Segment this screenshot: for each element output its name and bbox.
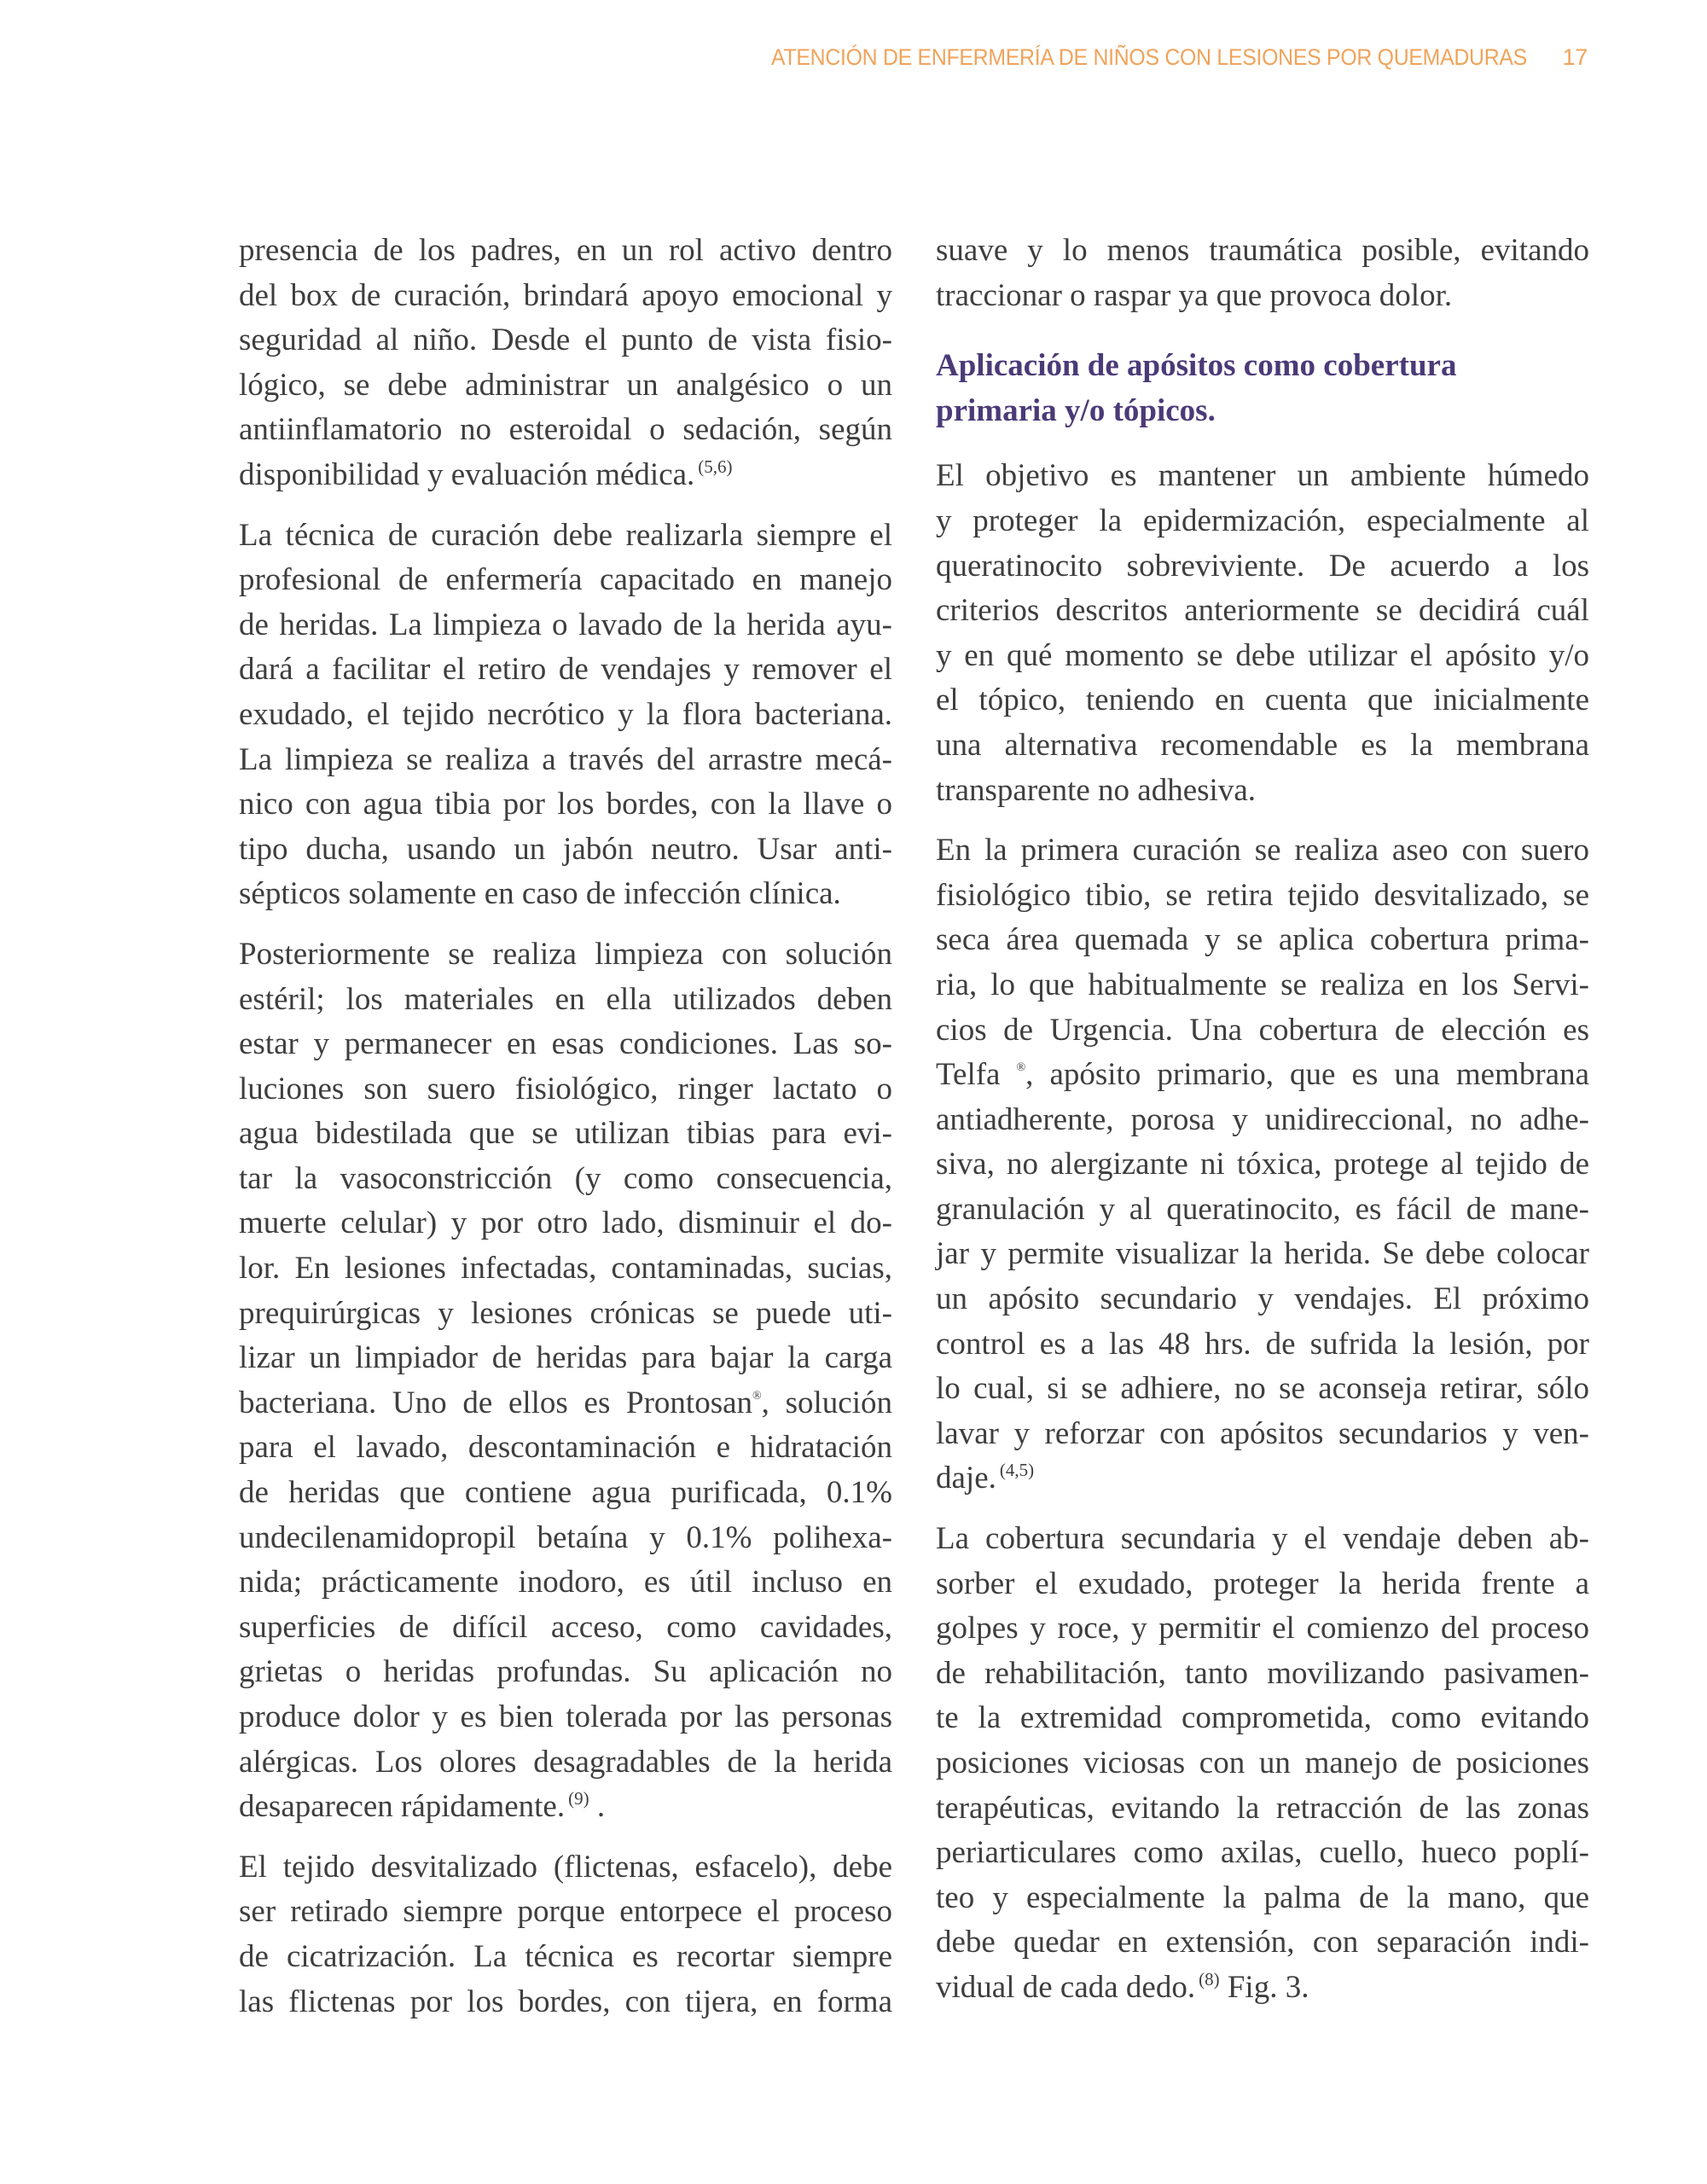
text-line: tipo ducha, usando un jabón neutro. Usar anti- <box>239 831 892 867</box>
text-line: El objetivo es mantener un ambiente húmedo <box>936 458 1589 494</box>
text-line: granulación y al queratinocito, es fácil de mane- <box>936 1191 1589 1227</box>
text-line: jar y permite visualizar la herida. Se debe colocar <box>936 1236 1589 1272</box>
citation-reference: (4,5) <box>999 1460 1035 1481</box>
running-title: ATENCIÓN DE ENFERMERÍA DE NIÑOS CON LESIONES POR QUEMADURAS <box>770 44 1527 70</box>
text-line: y proteger la epidermización, especialmente al <box>936 502 1589 538</box>
text-line: prequirúrgicas y lesiones crónicas se puede uti- <box>239 1295 892 1331</box>
registered-mark: ® <box>752 1389 762 1403</box>
text-line: las flictenas por los bordes, con tijera, en forma <box>239 1984 892 2019</box>
text-line: fisiológico tibio, se retira tejido desvitalizado, se <box>936 877 1589 913</box>
running-header <box>705 44 1588 71</box>
text-line: seguridad al niño. Desde el punto de vista fisio- <box>239 322 892 358</box>
text-line: golpes y roce, y permitir el comienzo del proceso <box>936 1611 1589 1647</box>
text-line: transparente no adhesiva. <box>936 772 1256 808</box>
text-line: vidual de cada dedo. $^{(8)}$ Fig. 3. <box>936 1968 1309 2005</box>
text-line: estar y permanecer en esas condiciones. Las so- <box>239 1026 892 1062</box>
text-line: bacteriana. Uno de ellos es Prontosan®, solución <box>239 1385 892 1420</box>
text-line: posiciones viciosas con un manejo de posiciones <box>936 1745 1589 1780</box>
right-column <box>936 229 1589 2026</box>
body-paragraph <box>239 932 892 1830</box>
text-line: muerte celular) y por otro lado, disminuir el do- <box>239 1205 892 1241</box>
text-line: de cicatrización. La técnica es recortar siempre <box>239 1938 892 1974</box>
text-line: profesional de enfermería capacitado en manejo <box>239 562 892 598</box>
heading-line: primaria y/o tópicos. <box>936 392 1216 428</box>
registered-mark: ® <box>1016 1061 1026 1075</box>
text-line: del box de curación, brindará apoyo emocional y <box>239 277 892 313</box>
text-line: teo y especialmente la palma de la mano, que <box>936 1879 1589 1915</box>
text-line: un apósito secundario y vendajes. El próximo <box>936 1281 1589 1317</box>
text-line: debe quedar en extensión, con separación indi- <box>936 1925 1589 1960</box>
text-line: antiinflamatorio no esteroidal o sedación, según <box>239 412 892 448</box>
text-line: Posteriormente se realiza limpieza con solución <box>239 936 892 972</box>
text-line: produce dolor y es bien tolerada por las personas <box>239 1699 892 1734</box>
text-line: tar la vasoconstricción (y como consecuencia, <box>239 1160 892 1196</box>
text-line: La cobertura secundaria y el vendaje deben ab- <box>936 1521 1589 1557</box>
text-line: nico con agua tibia por los bordes, con la llave o <box>239 787 892 822</box>
text-line: disponibilidad y evaluación médica. $^{(5,6)}$ <box>239 456 733 492</box>
text-line: ria, lo que habitualmente se realiza en los Servi- <box>936 967 1589 1002</box>
text-line: control es a las 48 hrs. de sufrida la lesión, por <box>936 1326 1589 1362</box>
text-line: lo cual, si se adhiere, no se aconseja retirar, sólo <box>936 1371 1589 1407</box>
text-line: queratinocito sobreviviente. De acuerdo a los <box>936 548 1589 584</box>
text-line: lor. En lesiones infectadas, contaminadas, sucias, <box>239 1251 892 1287</box>
heading-line: Aplicación de apósitos como cobertura <box>936 348 1457 384</box>
text-line: y en qué momento se debe utilizar el apósito y/o <box>936 637 1589 673</box>
text-line: suave y lo menos traumática posible, evitando <box>936 233 1589 268</box>
text-line: grietas o heridas profundas. Su aplicación no <box>239 1654 892 1690</box>
body-paragraph <box>239 514 892 917</box>
text-line: agua bidestilada que se utilizan tibias para evi- <box>239 1116 892 1152</box>
text-line: el tópico, teniendo en cuenta que inicialmente <box>936 682 1589 718</box>
text-line: de heridas. La limpieza o lavado de la herida ayu- <box>239 607 892 642</box>
text-line: te la extremidad comprometida, como evitando <box>936 1700 1589 1736</box>
text-line: desaparecen rápidamente. $^{(9)}$ . <box>239 1788 606 1825</box>
left-column <box>239 229 892 2040</box>
text-line: En la primera curación se realiza aseo con suero <box>936 833 1589 868</box>
page-number: 17 <box>1562 44 1588 70</box>
section-heading <box>936 344 1589 433</box>
text-line: Telfa ®, apósito primario, que es una membrana <box>936 1057 1589 1093</box>
text-line: cios de Urgencia. Una cobertura de elección es <box>936 1012 1589 1048</box>
body-paragraph <box>936 454 1589 813</box>
citation-reference: (9) <box>568 1788 589 1809</box>
text-line: superficies de difícil acceso, como cavidades, <box>239 1609 892 1645</box>
text-line: lógico, se debe administrar un analgésico o un <box>239 367 892 403</box>
text-line: de rehabilitación, tanto movilizando pasivamen- <box>936 1655 1589 1691</box>
text-line: luciones son suero fisiológico, ringer lactato o <box>239 1071 892 1107</box>
text-line: ser retirado siempre porque entorpece el proceso <box>239 1894 892 1930</box>
text-line: dará a facilitar el retiro de vendajes y remover el <box>239 652 892 688</box>
continued-paragraph <box>936 229 1589 318</box>
text-line: de heridas que contiene agua purificada, 0.1% <box>239 1475 892 1511</box>
text-line: lavar y reforzar con apósitos secundarios y ven- <box>936 1415 1589 1451</box>
text-line: antiadherente, porosa y unidireccional, no adhe- <box>936 1101 1589 1137</box>
body-paragraph <box>239 229 892 498</box>
text-line: una alternativa recomendable es la membrana <box>936 727 1589 763</box>
text-line: sorber el exudado, proteger la herida frente a <box>936 1565 1589 1601</box>
text-line: nida; prácticamente inodoro, es útil incluso en <box>239 1565 892 1600</box>
text-line: lizar un limpiador de heridas para bajar la carga <box>239 1340 892 1376</box>
text-line: terapéuticas, evitando la retracción de las zonas <box>936 1790 1589 1826</box>
text-line: para el lavado, descontaminación e hidratación <box>239 1430 892 1466</box>
citation-reference: (5,6) <box>698 456 733 477</box>
body-paragraph <box>936 828 1589 1502</box>
text-line: La técnica de curación debe realizarla siempre el <box>239 517 892 553</box>
text-line: siva, no alergizante ni tóxica, protege al tejido de <box>936 1147 1589 1182</box>
text-line: undecilenamidopropil betaína y 0.1% polihexa- <box>239 1519 892 1555</box>
text-line: presencia de los padres, en un rol activo dentro <box>239 233 892 268</box>
text-line: criterios descritos anteriormente se decidirá cuál <box>936 593 1589 629</box>
text-line: alérgicas. Los olores desagradables de la herida <box>239 1744 892 1780</box>
text-line: traccionar o raspar ya que provoca dolor. <box>936 277 1453 313</box>
text-line: periarticulares como axilas, cuello, hueco poplí- <box>936 1835 1589 1871</box>
body-paragraph <box>239 1845 892 2024</box>
text-line: daje. $^{(4,5)}$ <box>936 1460 1035 1496</box>
text-line: exudado, el tejido necrótico y la flora bacteriana. <box>239 696 892 732</box>
citation-reference: (8) <box>1199 1968 1220 1989</box>
text-line: El tejido desvitalizado (flictenas, esfacelo), debe <box>239 1849 892 1885</box>
text-line: La limpieza se realiza a través del arrastre mecá- <box>239 741 892 777</box>
text-line: sépticos solamente en caso de infección clínica. <box>239 876 841 912</box>
text-line: estéril; los materiales en ella utilizados deben <box>239 981 892 1017</box>
body-paragraph <box>936 1517 1589 2011</box>
text-line: seca área quemada y se aplica cobertura prima- <box>936 922 1589 958</box>
